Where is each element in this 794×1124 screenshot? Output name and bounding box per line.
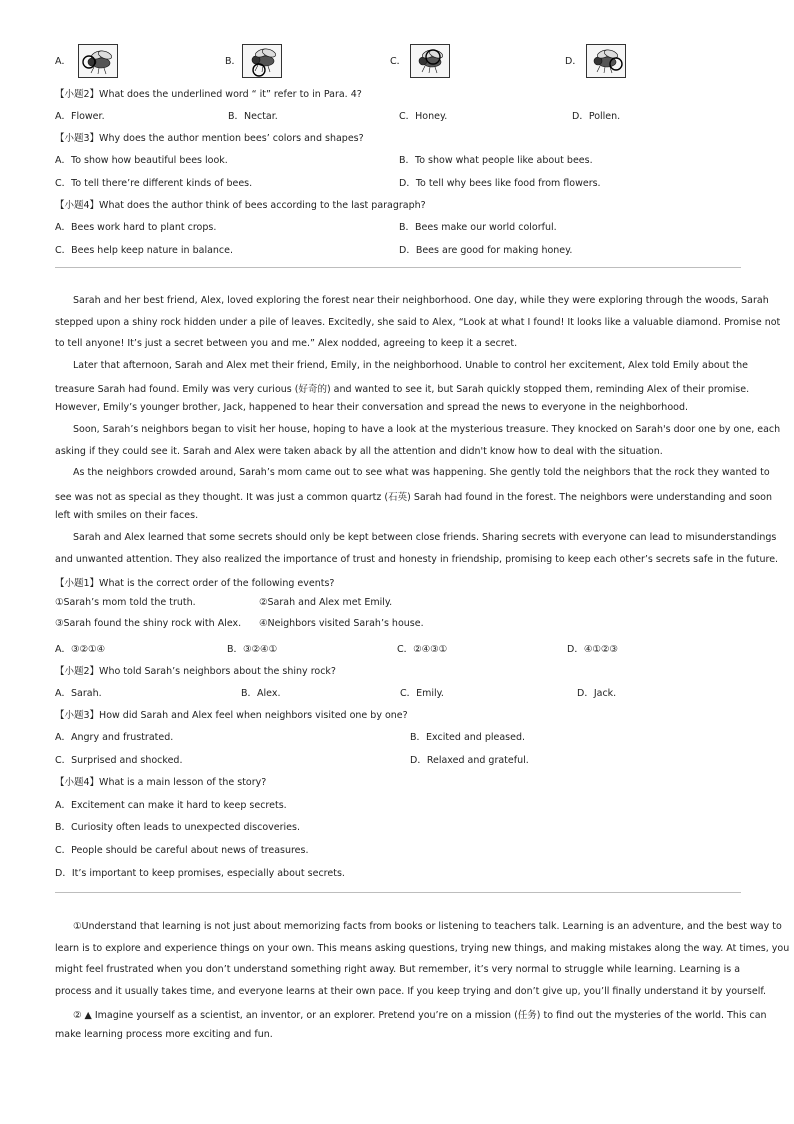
passage-line: see was not as special as they thought. It was just a common quartz (石英) Sarah had found in the forest. The neighbors were understanding and soon — [55, 492, 772, 503]
option-c[interactable]: C．Surprised and shocked. — [55, 755, 183, 766]
passage-line: process and it usually takes time, and everyone learns at their own pace. If you keep trying and don’t give up, you’ll finally understand it by yourself. — [55, 986, 767, 997]
passage-line: Sarah and her best friend, Alex, loved exploring the forest near their neighborhood. One day, while they were exploring through the woods, Sarah — [73, 295, 769, 306]
option-c[interactable]: C．Bees help keep nature in balance. — [55, 245, 234, 256]
option-c[interactable]: C．Emily. — [400, 688, 444, 699]
option-d[interactable]: D．To tell why bees like food from flowers. — [399, 178, 601, 189]
passage-line: and unwanted attention. They also realized the importance of trust and honesty in friendship, promising to keep each other’s secrets safe in the future. — [55, 554, 779, 565]
option-c[interactable]: C．People should be careful about news of treasures. — [55, 845, 309, 856]
passage-line: make learning process more exciting and fun. — [55, 1029, 273, 1040]
option-c[interactable]: C．To tell there’re different kinds of bees. — [55, 178, 253, 189]
passage-line: treasure Sarah had found. Emily was very curious (好奇的) and wanted to see it, but Sarah quickly stopped them, reminding Alex of their promise. — [55, 384, 750, 395]
option-d[interactable]: D．Bees are good for making honey. — [399, 245, 573, 256]
option-letter-d: D． — [565, 56, 582, 67]
passage-line: As the neighbors crowded around, Sarah’s mom came out to see what was happening. She gently told the neighbors that the rock they wanted to — [73, 467, 770, 478]
question-stem: 【小题1】What is the correct order of the following events? — [55, 578, 335, 589]
question-stem: 【小题3】Why does the author mention bees’ colors and shapes? — [55, 133, 364, 144]
option-letter-a: A． — [55, 56, 71, 67]
option-a[interactable]: A．Angry and frustrated. — [55, 732, 174, 743]
passage-line: left with smiles on their faces. — [55, 510, 199, 521]
passage-line: Later that afternoon, Sarah and Alex met their friend, Emily, in the neighborhood. Unable to control her excitement, Alex told Emily about the — [73, 360, 749, 371]
event-2: ②Sarah and Alex met Emily. — [259, 597, 393, 608]
option-b[interactable]: B．③②④① — [227, 644, 278, 655]
passage-line: ①Understand that learning is not just about memorizing facts from books or listening to teachers talk. Learning is an adventure, and the best way to — [73, 921, 782, 932]
option-b[interactable]: B．Alex. — [241, 688, 281, 699]
passage-line: However, Emily’s younger brother, Jack, happened to hear their conversation and spread the news to everyone in the neighborhood. — [55, 402, 688, 413]
question-stem: 【小题2】Who told Sarah’s neighbors about the shiny rock? — [55, 666, 336, 677]
question-stem: 【小题4】What does the author think of bees according to the last paragraph? — [55, 200, 426, 211]
option-b[interactable]: B．Nectar. — [228, 111, 278, 122]
option-a[interactable]: A．③②①④ — [55, 644, 106, 655]
option-c[interactable]: C．②④③① — [397, 644, 448, 655]
option-b[interactable]: B．Curiosity often leads to unexpected discoveries. — [55, 822, 300, 833]
option-d[interactable]: D．Relaxed and grateful. — [410, 755, 529, 766]
option-a[interactable]: A．Sarah. — [55, 688, 102, 699]
option-d[interactable]: D．④①②③ — [567, 644, 618, 655]
option-d[interactable]: D．It’s important to keep promises, especially about secrets. — [55, 868, 345, 879]
passage-line: might feel frustrated when you don’t understand something right away. But remember, it’s very normal to struggle while learning. Learning is a — [55, 964, 741, 975]
option-c[interactable]: C．Honey. — [399, 111, 448, 122]
option-letter-c: C． — [390, 56, 407, 67]
passage-line: learn is to explore and experience things on your own. This means asking questions, trying new things, and making mistakes along the way. At times, you — [55, 943, 790, 954]
passage-line: stepped upon a shiny rock hidden under a pile of leaves. Excitedly, she said to Alex, “Look at what I found! It looks like a valuable diamond. Promise not — [55, 317, 781, 328]
bee-magnifier-body-icon[interactable] — [410, 44, 450, 78]
event-1: ①Sarah’s mom told the truth. — [55, 597, 196, 608]
passage-line: asking if they could see it. Sarah and Alex were taken aback by all the attention and didn't know how to deal with the situation. — [55, 446, 663, 457]
option-d[interactable]: D．Pollen. — [572, 111, 621, 122]
bee-magnifier-tail-icon[interactable] — [586, 44, 626, 78]
bee-magnifier-legs-icon[interactable] — [242, 44, 282, 78]
event-3: ③Sarah found the shiny rock with Alex. — [55, 618, 242, 629]
option-a[interactable]: A．Bees work hard to plant crops. — [55, 222, 217, 233]
question-stem: 【小题2】What does the underlined word “ it” refer to in Para. 4? — [55, 89, 362, 100]
bee-magnifier-head-icon[interactable] — [78, 44, 118, 78]
option-b[interactable]: B．Bees make our world colorful. — [399, 222, 557, 233]
option-b[interactable]: B．Excited and pleased. — [410, 732, 526, 743]
event-4: ④Neighbors visited Sarah’s house. — [259, 618, 424, 629]
option-b[interactable]: B．To show what people like about bees. — [399, 155, 593, 166]
section-divider — [55, 892, 741, 893]
passage-line: Soon, Sarah’s neighbors began to visit her house, hoping to have a look at the mysterious treasure. They knocked on Sarah's door one by one, each — [73, 424, 781, 435]
option-a[interactable]: A．To show how beautiful bees look. — [55, 155, 228, 166]
passage-line: ② ▲ Imagine yourself as a scientist, an inventor, or an explorer. Pretend you’re on a mission (任务) to find out the mysteries of the world. This can — [73, 1010, 767, 1021]
section-divider — [55, 267, 741, 268]
question-stem: 【小题4】What is a main lesson of the story? — [55, 777, 267, 788]
option-a[interactable]: A．Flower. — [55, 111, 105, 122]
question-stem: 【小题3】How did Sarah and Alex feel when neighbors visited one by one? — [55, 710, 408, 721]
passage-line: to tell anyone! It’s just a secret between you and me.” Alex nodded, agreeing to keep it a secret. — [55, 338, 518, 349]
option-a[interactable]: A．Excitement can make it hard to keep secrets. — [55, 800, 287, 811]
option-d[interactable]: D．Jack. — [577, 688, 617, 699]
option-letter-b: B． — [225, 56, 242, 67]
passage-line: Sarah and Alex learned that some secrets should only be kept between close friends. Sharing secrets with everyone can lead to misunderstandings — [73, 532, 777, 543]
